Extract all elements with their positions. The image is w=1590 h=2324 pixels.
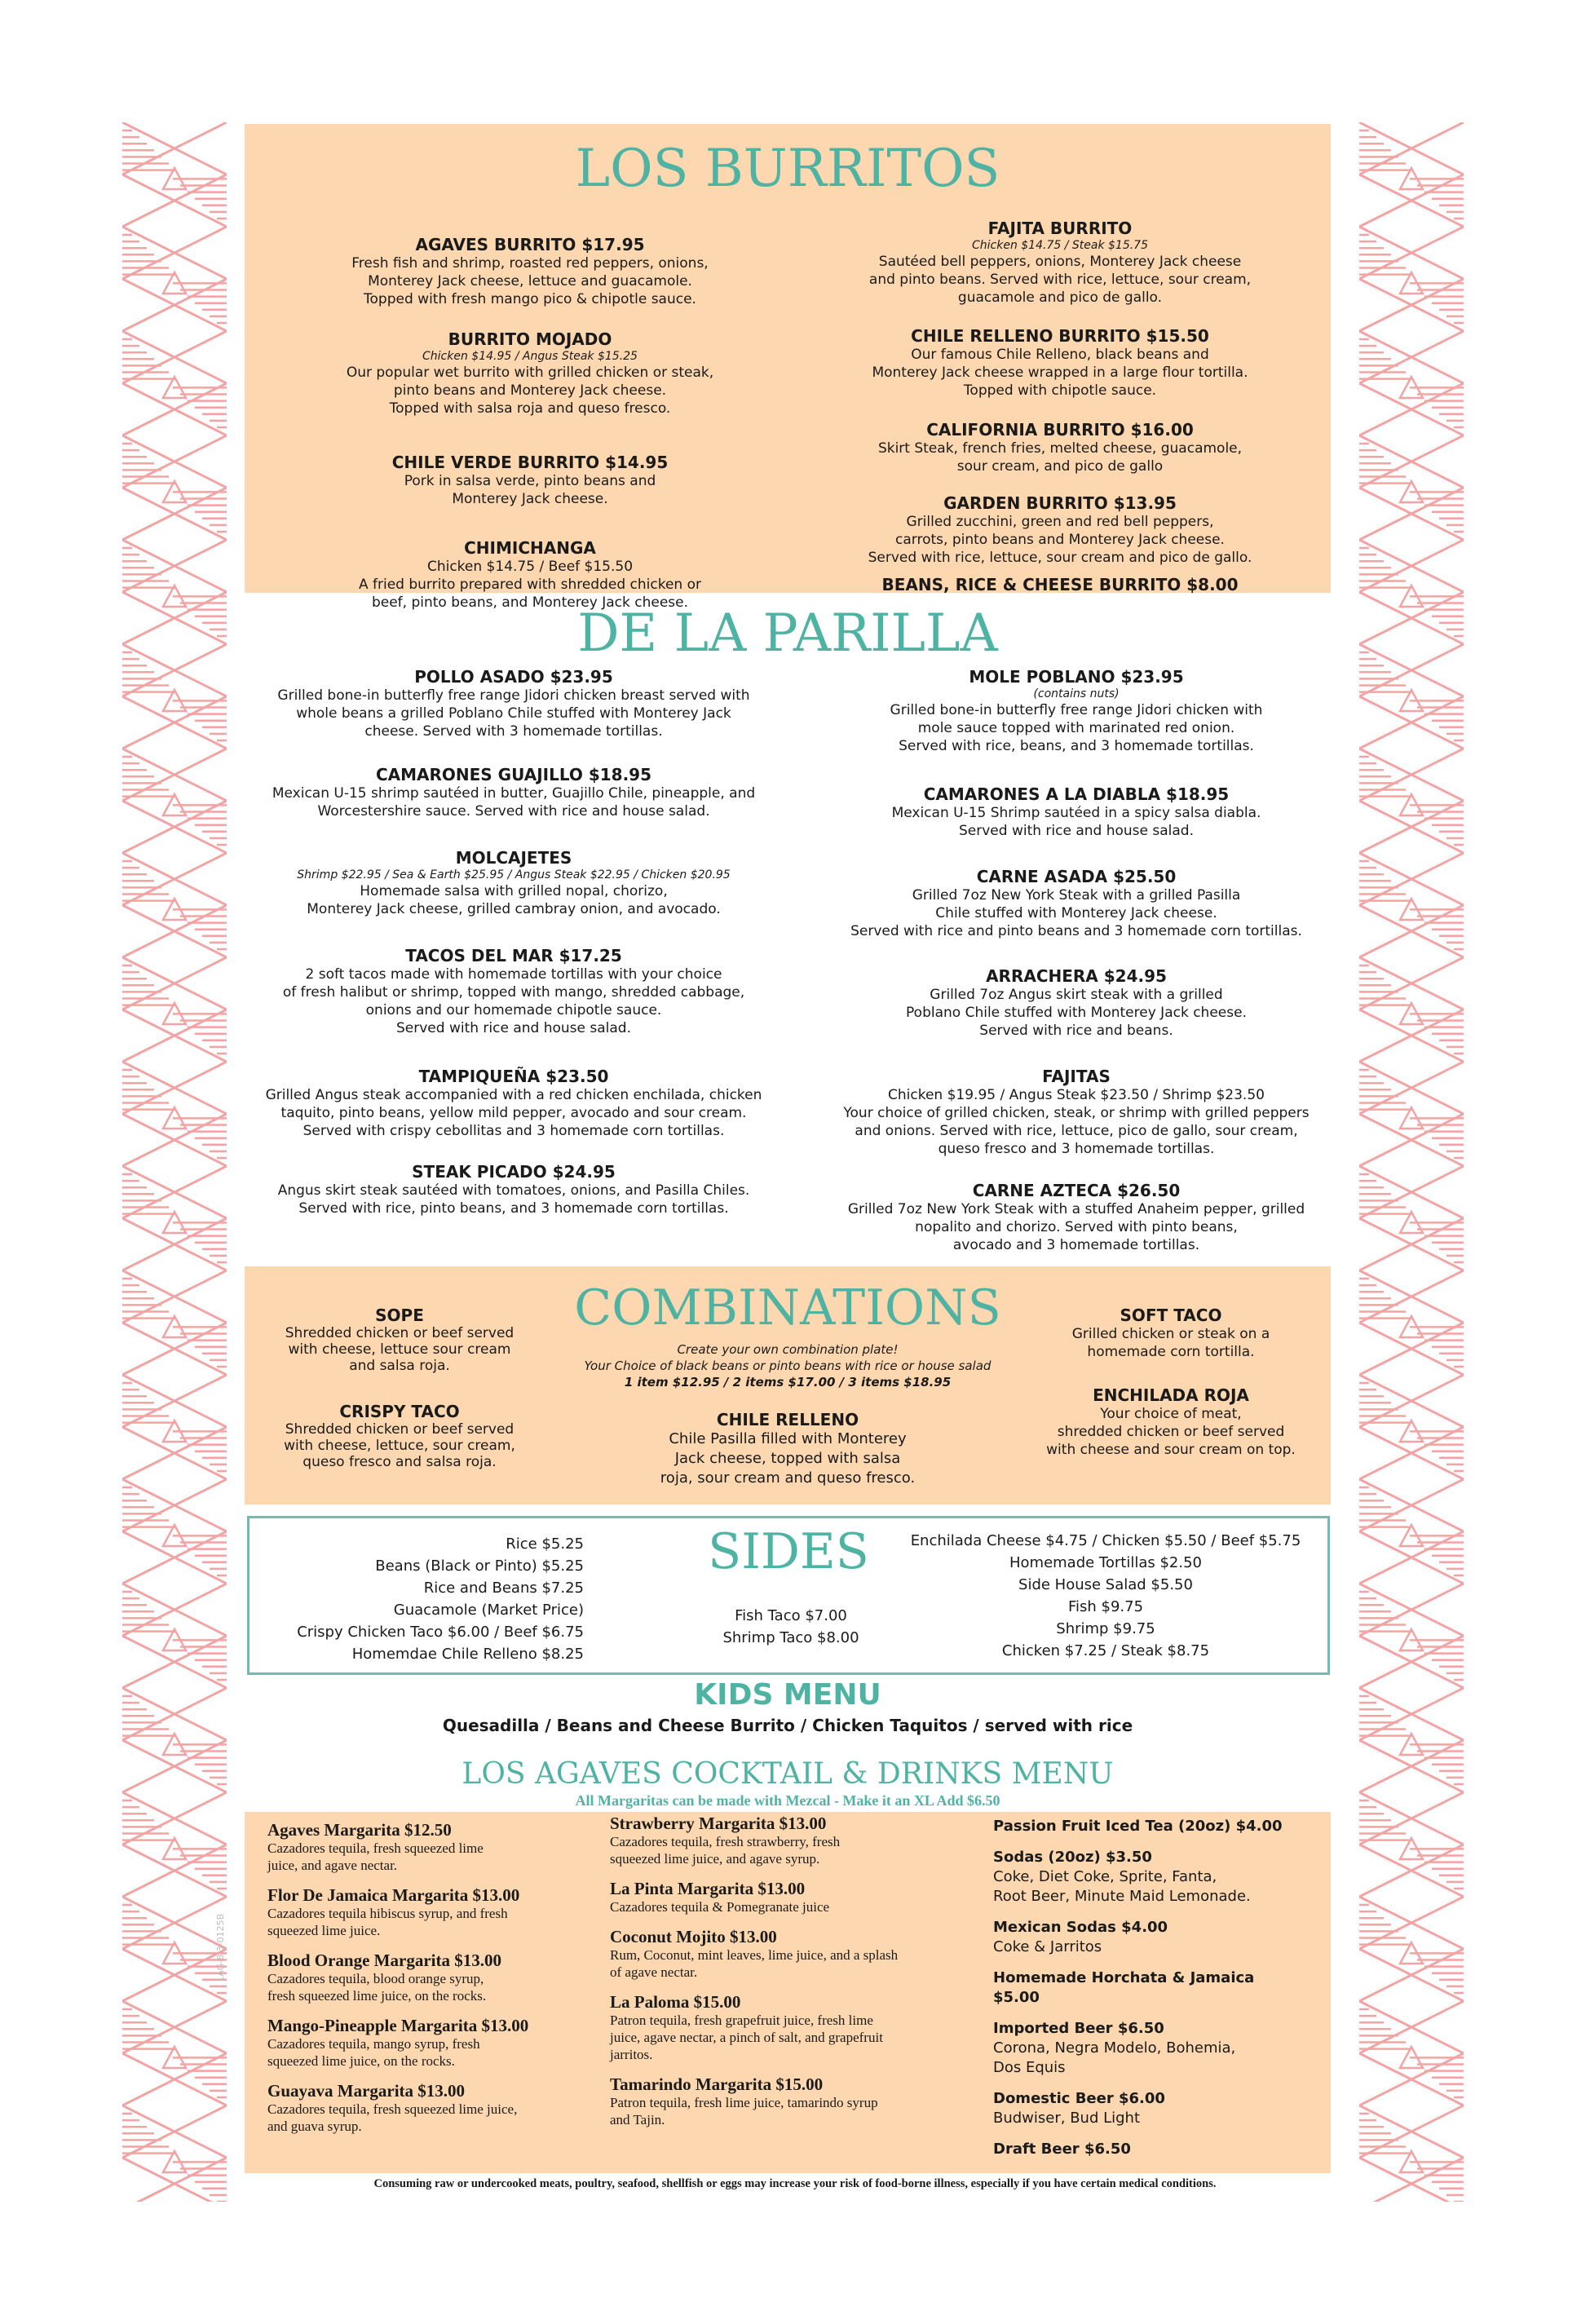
drink-name: Tamarindo Margarita $15.00 (610, 2074, 824, 2094)
drink-description: Coke, Diet Coke, Sprite, Fanta, Root Beer, Minute Maid Lemonade. (993, 1868, 1251, 1905)
sides-left-list (266, 1533, 584, 1665)
drink-description: Corona, Negra Modelo, Bohemia, Dos Equis (993, 2039, 1236, 2076)
side-item: Rice $5.25 (506, 1535, 584, 1553)
menu-item-steak-picado (236, 1162, 791, 1217)
drink-name: Coconut Mojito $13.00 (610, 1927, 777, 1946)
item-price-options: Shrimp $22.95 / Sea & Earth $25.95 / Angus Steak $22.95 / Chicken $20.95 (297, 868, 731, 881)
side-item: Rice and Beans $7.25 (423, 1580, 584, 1597)
drink-description: Patron tequila, fresh lime juice, tamarindo syrup and Tajin. (610, 2095, 878, 2127)
drink-description: Cazadores tequila, fresh squeezed lime juice, and guava syrup. (267, 2101, 518, 2134)
item-name: CHILE VERDE BURRITO $14.95 (391, 453, 669, 472)
item-price: $26.50 (1117, 1181, 1181, 1200)
drink-name: Homemade Horchata & Jamaica $5.00 (993, 1969, 1255, 2006)
side-item: Side House Salad $5.50 (1018, 1576, 1193, 1593)
side-item: Crispy Chicken Taco $6.00 / Beef $6.75 (297, 1624, 584, 1641)
item-description: Skirt Steak, french fries, melted cheese, guacamole, sour cream, and pico de gallo (877, 440, 1243, 475)
parilla-title: DE LA PARILLA (577, 603, 998, 664)
item-name: FAJITAS (1042, 1067, 1111, 1086)
drinks-column-soft-drinks-beer (993, 1817, 1319, 2171)
menu-item-garden-burrito (799, 493, 1321, 567)
kids-items: Quesadilla / Beans and Cheese Burrito / Chicken Taquitos / served with rice (442, 1716, 1133, 1735)
item-description: Angus skirt steak sautéed with tomatoes, onions, and Pasilla Chiles. Served with rice, pinto beans, and 3 homemade corn tortillas. (277, 1182, 750, 1217)
drink-name: Sodas (20oz) $3.50 (993, 1849, 1152, 1866)
item-price: $14.95 (605, 453, 669, 472)
item-price: $24.95 (1103, 966, 1167, 986)
drink-item (993, 2089, 1319, 2128)
item-price: $16.00 (1130, 420, 1194, 440)
item-price-options: Chicken $14.75 / Steak $15.75 (972, 239, 1148, 252)
item-price: $23.95 (1120, 667, 1184, 687)
drink-name: Mexican Sodas $4.00 (993, 1919, 1168, 1936)
item-name: ARRACHERA $24.95 (986, 966, 1167, 986)
item-name: CARNE ASADA $25.50 (976, 867, 1177, 886)
item-name: STEAK PICADO $24.95 (412, 1162, 616, 1182)
side-code: LAG-8.3-0125B (215, 1913, 226, 1982)
drink-name: Strawberry Margarita $13.00 (610, 1814, 827, 1833)
item-name: CAMARONES GUAJILLO $18.95 (375, 765, 652, 784)
item-description: Grilled bone-in butterfly free range Jidori chicken breast served with whole beans a grilled Poblano Chile stuffed with Monterey Jack cheese. Served with 3 homemade tortillas. (277, 687, 750, 740)
sides-section (247, 1516, 1330, 1675)
side-item: Homemdae Chile Relleno $8.25 (351, 1646, 584, 1663)
item-description: Sautéed bell peppers, onions, Monterey Jack cheese and pinto beans. Served with rice, lettuce, sour cream, guacamole and pico de gallo. (868, 254, 1252, 306)
right-pattern-border (1359, 122, 1464, 2202)
menu-item-chile-verde-burrito (277, 453, 783, 508)
drink-item (993, 1848, 1319, 1906)
menu-item-mole-poblano (799, 667, 1354, 755)
drink-item (610, 2074, 952, 2128)
drink-item (267, 2016, 594, 2070)
side-item: Shrimp $9.75 (1056, 1620, 1155, 1637)
combinations-section (245, 1266, 1331, 1504)
drink-name: Flor De Jamaica Margarita $13.00 (267, 1885, 520, 1905)
menu-item-california-burrito (799, 420, 1321, 475)
item-name: MOLCAJETES (455, 848, 572, 868)
drink-description: Cazadores tequila, blood orange syrup, fresh squeezed lime juice, on the rocks. (267, 1971, 487, 2004)
item-name: TAMPIQUEÑA $23.50 (418, 1067, 609, 1086)
side-item: Homemade Tortillas $2.50 (1009, 1554, 1202, 1571)
item-description: Grilled 7oz New York Steak with a grilled Pasilla Chile stuffed with Monterey Jack cheese. Served with rice and pinto beans and 3 homemade corn tortillas. (850, 887, 1302, 939)
drink-item (993, 1968, 1319, 2008)
drink-item (610, 1992, 952, 2063)
menu-item-tampique-a (236, 1067, 791, 1140)
drink-description: Cazadores tequila, fresh strawberry, fresh squeezed lime juice, and agave syrup. (610, 1834, 841, 1867)
menu-item-chimichanga (277, 538, 783, 612)
item-name: AGAVES BURRITO $17.95 (415, 235, 645, 254)
drinks-column-cocktails (610, 1814, 952, 2140)
item-name: FAJITA BURRITO (987, 219, 1133, 238)
menu-item-arrachera (799, 966, 1354, 1040)
burritos-title: LOS BURRITOS (575, 139, 1000, 199)
item-price: $25.50 (1113, 867, 1177, 886)
combo-soft-taco: SOFT TACO Grilled chicken or steak on a homemade corn tortilla. (1071, 1306, 1270, 1360)
side-item: Enchilada Cheese $4.75 / Chicken $5.50 / Beef $5.75 (910, 1532, 1301, 1549)
drink-item (993, 2019, 1319, 2078)
drink-name: Domestic Beer $6.00 (993, 2090, 1165, 2107)
menu-item-chile-relleno-burrito (799, 326, 1321, 400)
item-name: CHIMICHANGA (464, 538, 596, 558)
drink-item (610, 1814, 952, 1867)
drink-item (993, 2140, 1319, 2159)
sides-right-list (894, 1530, 1318, 1662)
item-name: POLLO ASADO $23.95 (414, 667, 613, 687)
item-name: MOLE POBLANO $23.95 (969, 667, 1184, 687)
item-name: TACOS DEL MAR $17.25 (405, 946, 622, 965)
menu-item-beans-rice-cheese-burrito (799, 575, 1321, 594)
item-name: GARDEN BURRITO $13.95 (943, 493, 1177, 513)
side-item: Beans (Black or Pinto) $5.25 (375, 1557, 584, 1575)
drinks-title: LOS AGAVES COCKTAIL & DRINKS MENU (462, 1757, 1114, 1791)
item-price-options: Chicken $14.95 / Angus Steak $15.25 (422, 350, 638, 363)
side-item: Fish $9.75 (1067, 1598, 1144, 1615)
item-description: Grilled bone-in butterfly free range Jidori chicken with mole sauce topped with marinated red onion. Served with rice, beans, and 3 homemade tortillas. (890, 702, 1263, 754)
item-name: BEANS, RICE & CHEESE BURRITO $8.00 (881, 575, 1239, 594)
drink-description: Cazadores tequila, mango syrup, fresh squeezed lime juice, on the rocks. (267, 2036, 480, 2069)
drink-item (267, 1951, 594, 2004)
item-description: Chicken $19.95 / Angus Steak $23.50 / Shrimp $23.50 Your choice of grilled chicken, steak, or shrimp with grilled peppers and onions. Served with rice, lettuce, pico de gallo, sour cream, queso fresco and 3 homemade tortillas. (843, 1087, 1310, 1157)
menu-item-tacos-del-mar (236, 946, 791, 1037)
drink-item (610, 1879, 952, 1915)
drinks-section (245, 1812, 1331, 2173)
drink-item (993, 1817, 1319, 1836)
menu-item-fajita-burrito (799, 219, 1321, 307)
menu-item-camarones-a-la-diabla (799, 784, 1354, 840)
item-price: $8.00 (1186, 575, 1239, 594)
side-item: Fish Taco $7.00 (735, 1607, 847, 1624)
drink-name: Mango-Pineapple Margarita $13.00 (267, 2016, 529, 2035)
item-description: Grilled Angus steak accompanied with a red chicken enchilada, chicken taquito, pinto beans, yellow mild pepper, avocado and sour cream. Served with crispy cebollitas and 3 homemade corn tortillas. (265, 1087, 762, 1139)
combo-enchilada-roja: ENCHILADA ROJA Your choice of meat, shredded chicken or beef served with cheese and sour cream on top. (1046, 1385, 1296, 1458)
item-price: $24.95 (552, 1162, 616, 1182)
drink-item (267, 1885, 594, 1939)
menu-item-pollo-asado (236, 667, 791, 740)
drink-name: La Paloma $15.00 (610, 1992, 741, 2012)
drink-description: Cazadores tequila & Pomegranate juice (610, 1899, 830, 1915)
drink-description: Coke & Jarritos (993, 1938, 1102, 1955)
item-name: CARNE AZTECA $26.50 (972, 1181, 1181, 1200)
item-description: Chicken $14.75 / Beef $15.50 A fried burrito prepared with shredded chicken or beef, pinto beans, and Monterey Jack cheese. (358, 559, 702, 611)
drink-name: La Pinta Margarita $13.00 (610, 1879, 806, 1898)
item-price: $18.95 (1166, 784, 1230, 804)
item-description: Homemade salsa with grilled nopal, chorizo, Monterey Jack cheese, grilled cambray onion, and avocado. (307, 883, 721, 917)
disclaimer: Consuming raw or undercooked meats, poultry, seafood, shellfish or eggs may increase your risk of food-borne illness, especially if you have certain medical conditions. (373, 2177, 1217, 2190)
drink-description: Cazadores tequila, fresh squeezed lime juice, and agave nectar. (267, 1840, 484, 1873)
left-pattern-border (122, 122, 227, 2202)
combinations-intro: Create your own combination plate! Your Choice of black beans or pinto beans with rice or house salad 1 item $12.95 / 2 items $17.00 / 3 items $18.95 (584, 1342, 992, 1390)
menu-item-molcajetes (236, 848, 791, 918)
drink-item (993, 1918, 1319, 1957)
item-price: $17.95 (581, 235, 645, 254)
item-description: Grilled 7oz New York Steak with a stuffed Anaheim pepper, grilled nopalito and chorizo. Served with pinto beans, avocado and 3 homemade tortillas. (847, 1201, 1305, 1253)
side-item: Chicken $7.25 / Steak $8.75 (1001, 1642, 1210, 1659)
menu-item-carne-azteca (799, 1181, 1354, 1254)
item-price: $23.50 (545, 1067, 609, 1086)
drink-name: Draft Beer $6.50 (993, 2141, 1131, 2158)
item-description: Mexican U-15 shrimp sautéed in butter, Guajillo Chile, pineapple, and Worcestershire sauce. Served with rice and house salad. (272, 785, 756, 820)
drink-description: Budwiser, Bud Light (993, 2110, 1141, 2127)
menu-item-fajitas (799, 1067, 1354, 1158)
menu-item-burrito-mojado (277, 329, 783, 418)
drink-description: Cazadores tequila hibiscus syrup, and fresh squeezed lime juice. (267, 1906, 508, 1938)
menu-item-agaves-burrito (277, 235, 783, 308)
menu-item-camarones-guajillo (236, 765, 791, 820)
drinks-column-margaritas (267, 1820, 594, 2146)
combo-sope: SOPE Shredded chicken or beef served with cheese, lettuce sour cream and salsa roja. (285, 1306, 515, 1374)
drink-item (267, 2081, 594, 2135)
item-name: CAMARONES A LA DIABLA $18.95 (923, 784, 1230, 804)
item-description: Pork in salsa verde, pinto beans and Monterey Jack cheese. (404, 473, 656, 507)
drinks-subtitle: All Margaritas can be made with Mezcal - Make it an XL Add $6.50 (575, 1792, 1000, 1809)
item-price: $15.50 (1146, 326, 1209, 346)
drink-name: Passion Fruit Iced Tea (20oz) $4.00 (993, 1818, 1283, 1835)
combinations-title: COMBINATIONS (574, 1279, 1001, 1337)
item-description: 2 soft tacos made with homemade tortillas with your choice of fresh halibut or shrimp, topped with mango, shredded cabbage, onions and our homemade chipotle sauce. Served with rice and house salad. (282, 966, 745, 1036)
item-description: Our famous Chile Relleno, black beans and Monterey Jack cheese wrapped in a large flour tortilla. Topped with chipotle sauce. (872, 347, 1248, 399)
item-name: CHILE RELLENO BURRITO $15.50 (911, 326, 1209, 346)
item-price: $18.95 (588, 765, 652, 784)
item-description: Grilled zucchini, green and red bell peppers, carrots, pinto beans and Monterey Jack cheese. Served with rice, lettuce, sour cream and pico de gallo. (868, 514, 1252, 566)
item-description: Fresh fish and shrimp, roasted red peppers, onions, Monterey Jack cheese, lettuce and guacamole. Topped with fresh mango pico & chipotle sauce. (351, 255, 709, 307)
side-item: Shrimp Taco $8.00 (722, 1629, 859, 1646)
item-description: Grilled 7oz Angus skirt steak with a grilled Poblano Chile stuffed with Monterey Jack cheese. Served with rice and beans. (906, 987, 1247, 1039)
drink-name: Guayava Margarita $13.00 (267, 2081, 466, 2101)
item-price-options: (contains nuts) (1033, 687, 1120, 700)
combo-chile-relleno: CHILE RELLENO Chile Pasilla filled with Monterey Jack cheese, topped with salsa roja, sour cream and queso fresco. (660, 1410, 916, 1487)
item-description: Our popular wet burrito with grilled chicken or steak, pinto beans and Monterey Jack cheese. Topped with salsa roja and queso fresco. (346, 365, 714, 417)
sides-title: SIDES (708, 1523, 869, 1580)
item-price: $23.95 (550, 667, 613, 687)
kids-title: KIDS MENU (694, 1678, 881, 1712)
drink-item (610, 1927, 952, 1981)
drink-name: Agaves Margarita $12.50 (267, 1820, 452, 1840)
drink-name: Imported Beer $6.50 (993, 2020, 1164, 2037)
item-price: $13.95 (1113, 493, 1177, 513)
drink-item (267, 1820, 594, 1874)
item-price: $17.25 (559, 946, 622, 965)
item-name: CALIFORNIA BURRITO $16.00 (926, 420, 1194, 440)
drink-name: Blood Orange Margarita $13.00 (267, 1951, 501, 1970)
item-name: BURRITO MOJADO (448, 329, 612, 349)
menu-item-carne-asada (799, 867, 1354, 940)
drink-description: Rum, Coconut, mint leaves, lime juice, and a splash of agave nectar. (610, 1947, 899, 1980)
item-description: Mexican U-15 Shrimp sautéed in a spicy salsa diabla. Served with rice and house salad. (891, 805, 1261, 839)
drink-description: Patron tequila, fresh grapefruit juice, fresh lime juice, agave nectar, a pinch of salt, and grapefruit jarritos. (610, 2013, 883, 2062)
combo-crispy-taco: CRISPY TACO Shredded chicken or beef served with cheese, lettuce, sour cream, queso fresco and salsa roja. (284, 1402, 515, 1470)
side-item: Guacamole (Market Price) (393, 1602, 584, 1619)
